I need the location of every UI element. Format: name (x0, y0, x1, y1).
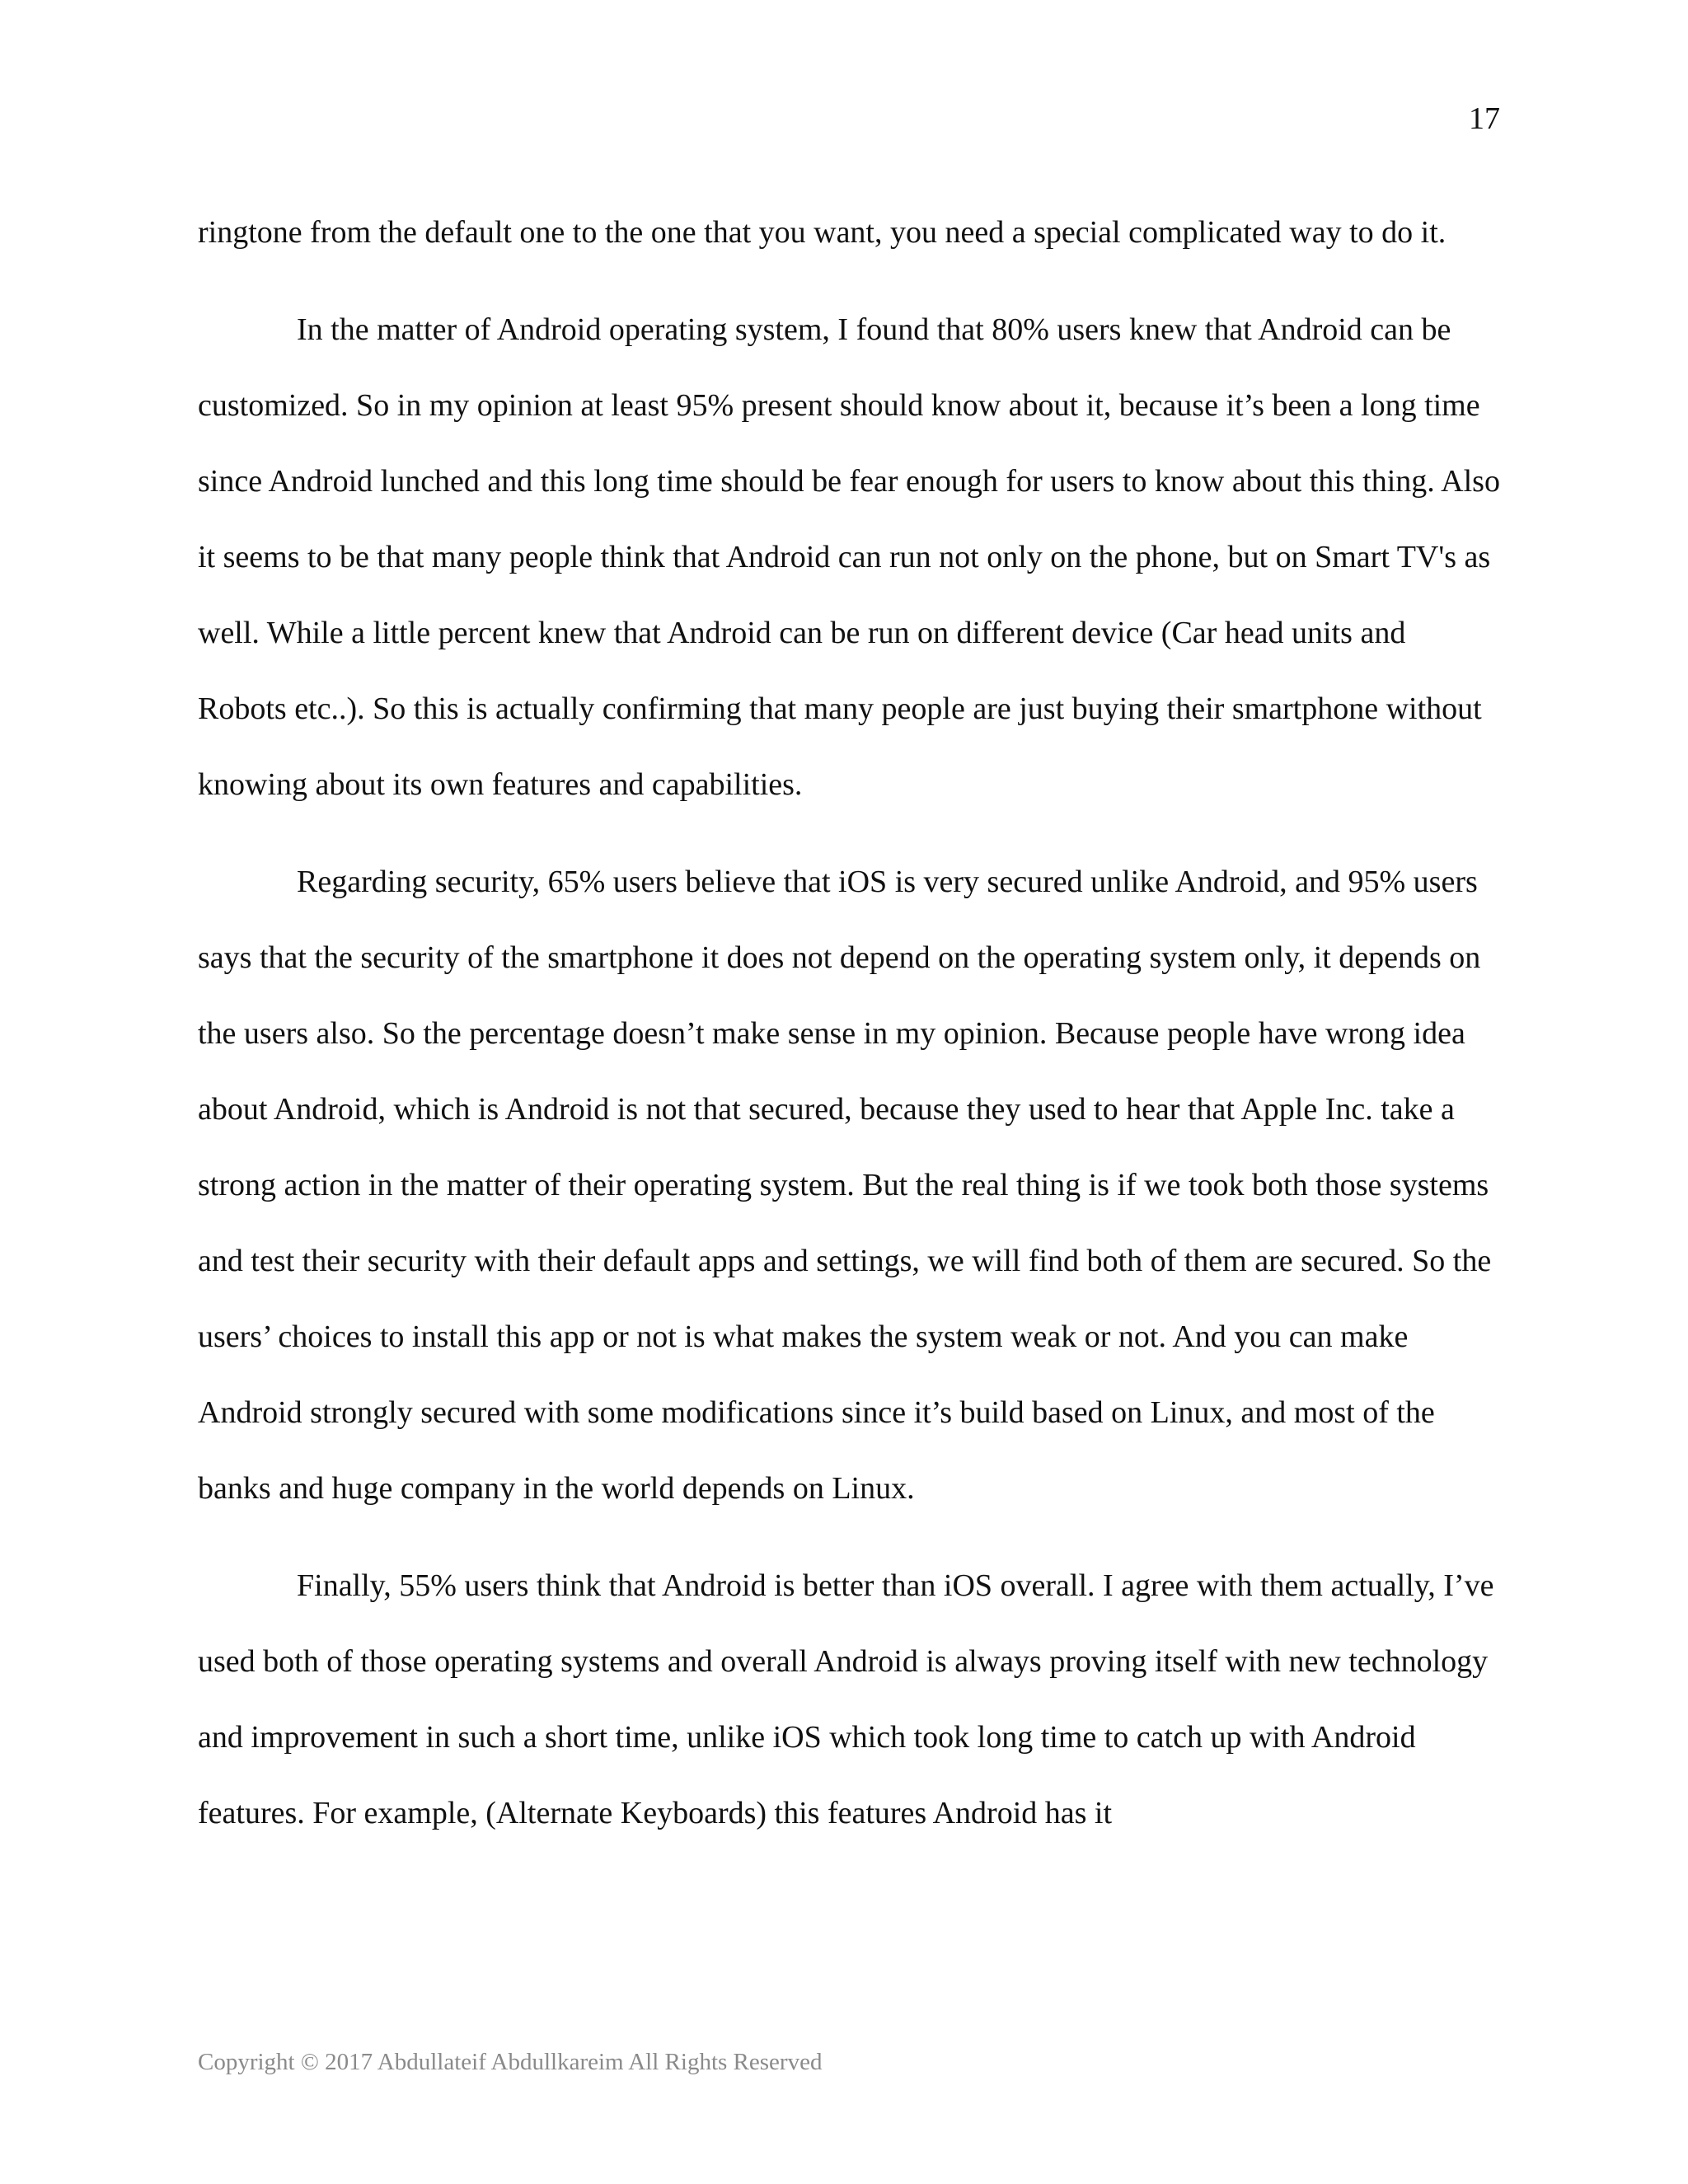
paragraph-security: Regarding security, 65% users believe that iOS is very secured unlike Android, and 95% users says that the security of the smartphone it does not depend on the operating system only, it depends on the users also. So the percentage doesn’t make sense in my opinion. Because people have wrong idea about Android, which is Android is not that secured, because they used to hear that Apple Inc. take a strong action in the matter of their operating system. But the real thing is if we took both those systems and test their security with their default apps and settings, we will find both of them are secured. So the users’ choices to install this app or not is what makes the system weak or not. And you can make Android strongly secured with some modifications since it’s build based on Linux, and most of the banks and huge company in the world depends on Linux. (198, 865, 1492, 1506)
page-number: 17 (1469, 101, 1500, 136)
paragraph-conclusion: Finally, 55% users think that Android is better than iOS overall. I agree with them actually, I’ve used both of those operating systems and overall Android is always proving itself with new technology and improvement in such a short time, unlike iOS which took long time to catch up with Android features. For example, (Alternate Keyboards) this features Android has it (198, 1568, 1494, 1830)
paragraph-android-customization: In the matter of Android operating system, I found that 80% users knew that Android can be customized. So in my opinion at least 95% present should know about it, because it’s been a long time since Android lunched and this long time should be fear enough for users to know about this thing. Also it seems to be that many people think that Android can run not only on the phone, but on Smart TV's as well. While a little percent knew that Android can be run on different device (Car head units and Robots etc..). So this is actually confirming that many people are just buying their smartphone without knowing about its own features and capabilities. (198, 312, 1500, 802)
copyright-footer: Copyright © 2017 Abdullateif Abdullkareim All Rights Reserved (198, 2049, 823, 2075)
paragraph-continuation: ringtone from the default one to the one that you want, you need a special complicated way to do it. (198, 215, 1447, 250)
document-body (198, 194, 1500, 1872)
